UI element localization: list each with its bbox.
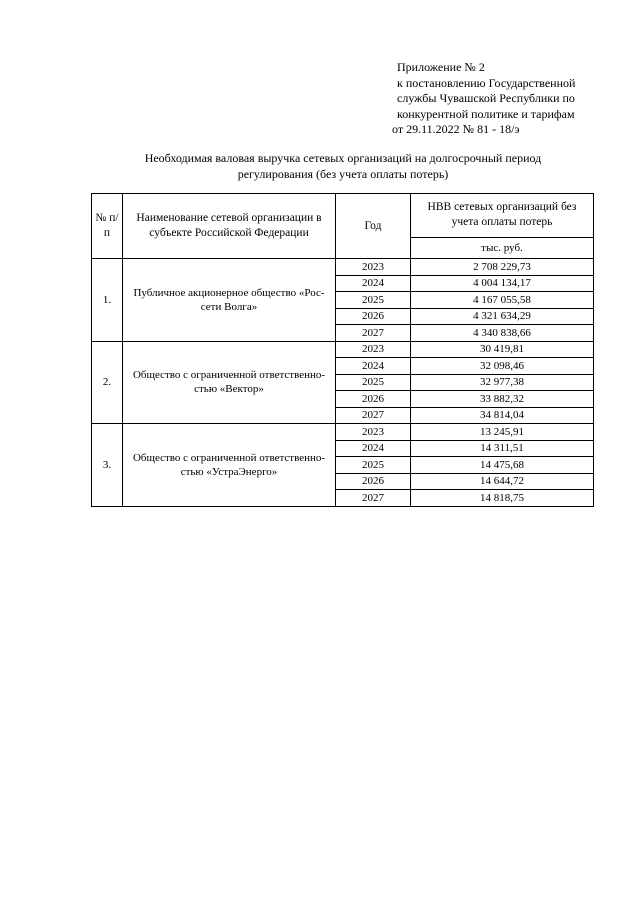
year-cell: 2027	[336, 407, 411, 424]
value-cell: 34 814,04	[411, 407, 594, 424]
table-row	[92, 424, 594, 441]
title-line: регулирования (без учета оплаты потерь)	[237, 167, 449, 181]
year-cell: 2023	[336, 424, 411, 441]
value-cell: 14 475,68	[411, 457, 594, 474]
value-cell: 14 818,75	[411, 490, 594, 507]
header-nvv: НВВ сетевых организаций без учета оплаты потерь	[411, 194, 594, 238]
year-cell: 2027	[336, 490, 411, 507]
year-cell: 2024	[336, 440, 411, 457]
year-cell: 2025	[336, 292, 411, 309]
value-cell: 14 311,51	[411, 440, 594, 457]
value-cell: 32 098,46	[411, 358, 594, 375]
value-cell: 4 004 134,17	[411, 275, 594, 292]
appendix-line: к постановлению Государственной	[397, 75, 576, 90]
header-unit: тыс. руб.	[411, 237, 594, 258]
header-number: № п/п	[92, 194, 123, 259]
year-cell: 2027	[336, 325, 411, 342]
appendix-line: конкурентной политике и тарифам	[397, 106, 575, 121]
year-cell: 2024	[336, 358, 411, 375]
org-name: Общество с ограниченной ответственно-стью «УстраЭнерго»	[123, 424, 336, 507]
year-cell: 2024	[336, 275, 411, 292]
value-cell: 30 419,81	[411, 341, 594, 358]
appendix-line: от 29.11.2022 № 81 - 18/э	[392, 122, 520, 136]
org-number: 1.	[92, 259, 123, 342]
year-cell: 2023	[336, 259, 411, 276]
nvv-table	[91, 193, 594, 507]
year-cell: 2026	[336, 308, 411, 325]
org-number: 2.	[92, 341, 123, 424]
org-number: 3.	[92, 424, 123, 507]
header-year: Год	[336, 194, 411, 259]
value-cell: 4 340 838,66	[411, 325, 594, 342]
table-row	[92, 259, 594, 276]
value-cell: 4 321 634,29	[411, 308, 594, 325]
title-line: Необходимая валовая выручка сетевых организаций на долгосрочный период	[144, 151, 542, 165]
document-title	[100, 150, 586, 182]
appendix-block	[392, 60, 632, 138]
appendix-line: Приложение № 2	[397, 60, 485, 74]
appendix-line: службы Чувашской Республики по	[397, 91, 575, 105]
org-name: Общество с ограниченной ответственно-стью «Вектор»	[123, 341, 336, 424]
year-cell: 2023	[336, 341, 411, 358]
value-cell: 13 245,91	[411, 424, 594, 441]
value-cell: 2 708 229,73	[411, 259, 594, 276]
value-cell: 14 644,72	[411, 473, 594, 490]
year-cell: 2026	[336, 473, 411, 490]
value-cell: 4 167 055,58	[411, 292, 594, 309]
org-name: Публичное акционерное общество «Рос-сети Волга»	[123, 259, 336, 342]
year-cell: 2025	[336, 374, 411, 391]
value-cell: 32 977,38	[411, 374, 594, 391]
value-cell: 33 882,32	[411, 391, 594, 408]
year-cell: 2026	[336, 391, 411, 408]
header-org-name: Наименование сетевой организации в субъекте Российской Федерации	[123, 194, 336, 259]
table-row	[92, 341, 594, 358]
year-cell: 2025	[336, 457, 411, 474]
